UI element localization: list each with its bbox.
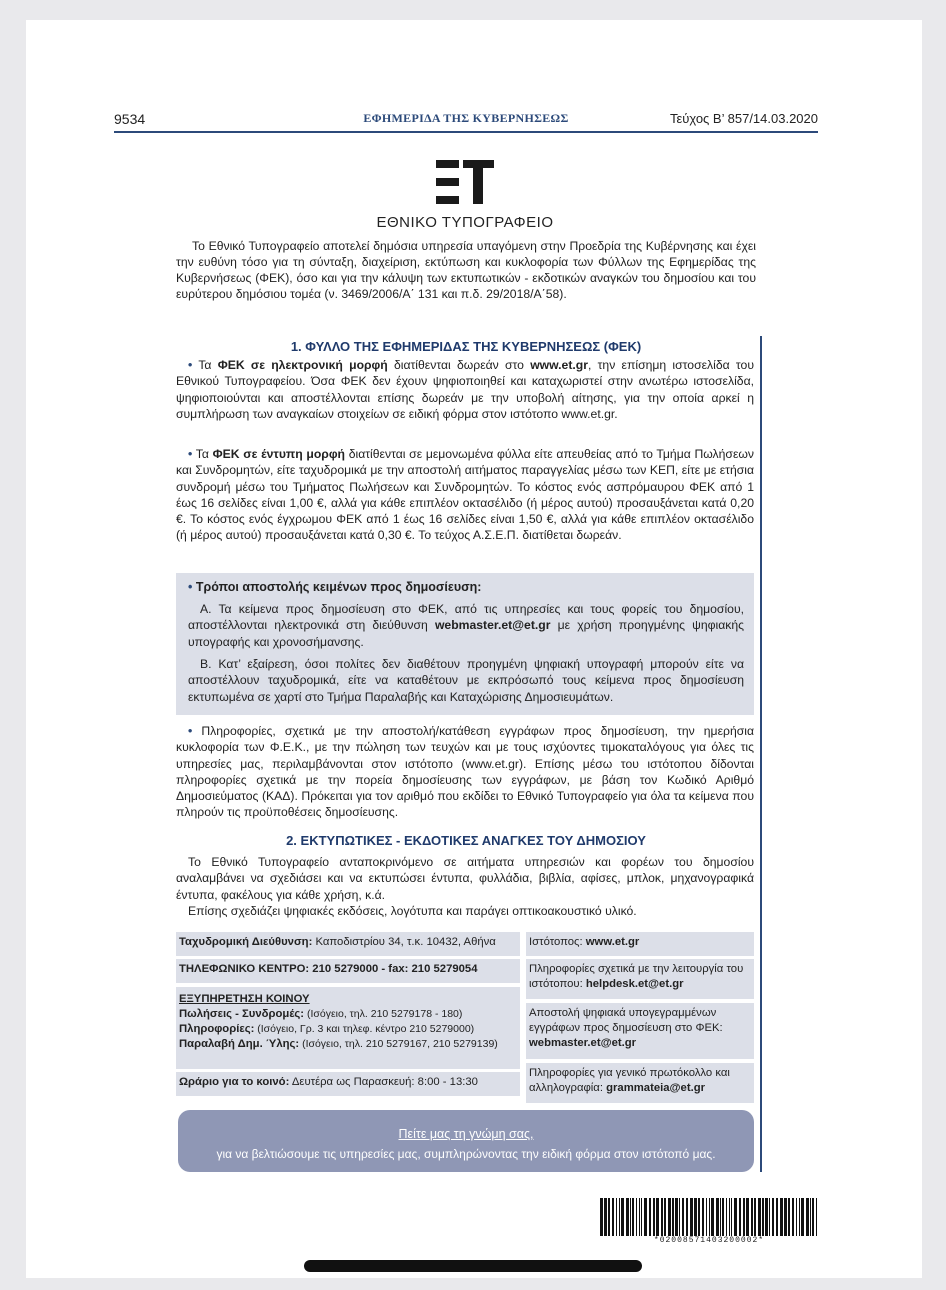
section-1-paragraph-print	[176, 446, 754, 544]
text-bold: ΦΕΚ σε ηλεκτρονική μορφή	[217, 358, 388, 372]
public-service	[176, 987, 520, 1070]
webmaster-email: webmaster.et@et.gr	[434, 618, 551, 633]
bullet-icon: •	[188, 724, 193, 738]
text: Α. Τα κείμενα προς δημοσίευση στο ΦΕΚ, από τις υπηρεσίες και τους φορείς του δημοσίου, αποστέλλονται ηλεκτρονικά στη διεύθυνση	[188, 602, 744, 633]
website-row	[526, 932, 754, 957]
bullet-icon: •	[188, 580, 193, 594]
home-indicator[interactable]	[304, 1260, 642, 1272]
value: (Ισόγειο, τηλ. 210 5279167, 210 5279139)	[299, 1038, 498, 1050]
bullet-icon: •	[188, 447, 193, 461]
feedback-subtitle: για να βελτιώσουμε τις υπηρεσίες μας, συμπληρώνοντας την ειδική φόρμα στον ιστότοπό μας.	[216, 1147, 716, 1161]
public-hours	[176, 1072, 520, 1097]
postal-address	[176, 932, 520, 957]
feedback-banner	[178, 1110, 754, 1172]
website-link: www.et.gr	[530, 358, 588, 372]
bullet-icon: •	[188, 358, 193, 372]
text: , την επίσημη ιστοσελίδα του Εθνικού Τυπογραφείου. Όσα ΦΕΚ δεν έχουν ψηφιοποιηθεί και καταχωριστεί στην ανωτέρω ιστοσελίδα, ψηφιοποιούνται και αποστέλλονται επίσης δωρεάν με την υποβολή αίτησης, για την οποία αρκεί η συμπλήρωση των αναγκαίων στοιχείων σε ειδική φόρμα στον ιστότοπο www.et.gr.	[176, 358, 754, 421]
value: Καποδιστρίου 34, τ.κ. 10432, Αθήνα	[312, 936, 496, 948]
text: διατίθενται σε μεμονωμένα φύλλα είτε απευθείας από το Τμήμα Πωλήσεων και Συνδρομητών, είτε ταχυδρομικά με την αποστολή αιτήματος παραγγελίας μέσω των ΚΕΠ, είτε με ετήσια συνδρομή μέσω του Τμήματος Πωλήσεων και Συνδρομητών. Το κόστος ενός ασπρόμαυρου ΦΕΚ από 1 έως 16 σελίδες είναι 1,00 €, αλλά για κάθε επιπλέον οκτασέλιδο (ή μέρος αυτού) προσαυξάνεται κατά 0,20 €. Το κόστος ενός έγχρωμου ΦΕΚ από 1 έως 16 σελίδες είναι 1,50 €, αλλά για κάθε επιπλέον οκτασέλιδο (ή μέρος αυτού) προσαυξάνεται κατά 0,30 €. Το τεύχος Α.Σ.Ε.Π. διατίθεται δωρεάν.	[176, 447, 754, 543]
text: Τα	[195, 447, 213, 461]
newspaper-name: ΕΦΗΜΕΡΙΔΑ ΤΗΣ ΚΥΒΕΡΝΗΣΕΩΣ	[363, 111, 569, 125]
section-2-paragraph-2: Επίσης σχεδιάζει ψηφιακές εκδόσεις, λογότυπα και παράγει οπτικοακουστικό υλικό.	[188, 903, 637, 918]
submission-option-b: Β. Κατ’ εξαίρεση, όσοι πολίτες δεν διαθέτουν προηγμένη ψηφιακή υπογραφή μπορούν είτε να αποστέλλουν ταχυδρομικά, είτε να καταθέτουν με εκπρόσωπό τους κείμενα προς δημοσίευση εκτυπωμένα σε χαρτί στο Τμήμα Παραλαβής και Καταχώρισης Δημοσιευμάτων.	[188, 657, 744, 704]
label: Ωράριο για το κοινό:	[179, 1076, 290, 1088]
contact-info-right	[526, 932, 754, 1104]
organization-name: ΕΘΝΙΚΟ ΤΥΠΟΓΡΑΦΕΙΟ	[376, 214, 554, 231]
text: με χρήση προηγμένης ψηφιακής υπογραφής και χρονοσήμανσης.	[188, 618, 744, 649]
page-number: 9534	[114, 111, 146, 127]
text: διατίθενται δωρεάν στο	[387, 358, 531, 372]
feedback-link[interactable]: Πείτε μας τη γνώμη σας,	[398, 1127, 534, 1141]
value: (Ισόγειο, τηλ. 210 5279178 - 180)	[304, 1008, 463, 1020]
value: (Ισόγειο, Γρ. 3 και τηλεφ. κέντρο 210 5279000)	[254, 1023, 475, 1035]
value: Δευτέρα ως Παρασκευή: 8:00 - 13:30	[289, 1076, 478, 1088]
section-1-paragraph-info	[176, 723, 754, 821]
issue-info: Τεύχος Β’ 857/14.03.2020	[669, 111, 818, 126]
signed-docs-row	[526, 1003, 754, 1060]
label: Πληροφορίες για γενικό πρωτόκολλο και αλληλογραφία:	[529, 1067, 730, 1094]
section-2-paragraph-1: Το Εθνικό Τυπογραφείο ανταποκρινόμενο σε αιτήματα υπηρεσιών και φορέων του δημοσίου αναλαμβάνει να σχεδιάσει και να εκτυπώσει έντυπα, φυλλάδια, βιβλία, αφίσες, μπλοκ, μηχανογραφικά έντυπα, φακέλους για κάθε χρήση, κ.ά.	[176, 855, 754, 902]
webmaster-email: webmaster.et@et.gr	[529, 1037, 637, 1049]
helpdesk-email: helpdesk.et@et.gr	[585, 978, 684, 990]
intro-paragraph: Το Εθνικό Τυπογραφείο αποτελεί δημόσια υπηρεσία υπαγόμενη στην Προεδρία της Κυβέρνησης και έχει την ευθύνη τόσο για τη σύνταξη, διαχείριση, εκτύπωση και κυκλοφορία των Φύλλων της Εφημερίδας της Κυβερνήσεως (ΦΕΚ), όσο και για την κάλυψη των εκτυπωτικών - εκδοτικών αναγκών του δημοσίου και του ευρύτερου δημόσιου τομέα (ν. 3469/2006/Α΄ 131 και π.δ. 29/2018/Α΄58).	[176, 239, 756, 301]
submission-title	[188, 580, 481, 594]
label: Πληροφορίες:	[179, 1023, 255, 1035]
submission-option-a	[188, 601, 744, 650]
label: Παραλαβή Δημ. Ύλης:	[179, 1038, 300, 1050]
section-1-title: 1. ΦΥΛΛΟ ΤΗΣ ΕΦΗΜΕΡΙΔΑΣ ΤΗΣ ΚΥΒΕΡΝΗΣΕΩΣ (ΦΕΚ)	[290, 339, 642, 354]
helpdesk-row	[526, 959, 754, 1000]
contact-info-left	[176, 932, 520, 1097]
label: Πωλήσεις - Συνδρομές:	[179, 1008, 305, 1020]
section-2-body	[176, 854, 754, 919]
barcode-icon	[598, 1198, 820, 1236]
text: Τρόποι αποστολής κειμένων προς δημοσίευση:	[195, 580, 482, 594]
general-protocol-row	[526, 1063, 754, 1104]
phone-center: ΤΗΛΕΦΩΝΙΚΟ ΚΕΝΤΡΟ: 210 5279000 - fax: 210 5279054	[176, 959, 520, 984]
label: Ιστότοπος:	[529, 936, 586, 948]
public-service-title: ΕΞΥΠΗΡΕΤΗΣΗ ΚΟΙΝΟΥ	[179, 993, 310, 1005]
text-bold: ΦΕΚ σε έντυπη μορφή	[212, 447, 345, 461]
section-1-paragraph-electronic	[176, 357, 754, 422]
text: Τα	[198, 358, 218, 372]
barcode-number: *02008571403200002*	[653, 1236, 765, 1245]
text: Πληροφορίες, σχετικά με την αποστολή/κατάθεση εγγράφων προς δημοσίευση, την ημερήσια κυκλοφορία των Φ.Ε.Κ., με την πώληση των τευχών και με τους ισχύοντες τιμοκαταλόγους για όλες τις υπηρεσίες μας, περιλαμβάνονται στον ιστότοπο (www.et.gr). Επίσης μέσω του ιστότοπου δίδονται πληροφορίες σχετικά με την πορεία δημοσίευσης των εγγράφων, με βάση τον Κωδικό Αριθμό Δημοσιεύματος (ΚΑΔ). Πρόκειται για τον αριθμό που εκδίδει το Εθνικό Τυπογραφείο για όλα τα κείμενα που πληρούν τις προϋποθέσεις δημοσίευσης.	[176, 724, 755, 820]
section-2-title: 2. ΕΚΤΥΠΩΤΙΚΕΣ - ΕΚΔΟΤΙΚΕΣ ΑΝΑΓΚΕΣ ΤΟΥ ΔΗΜΟΣΙΟΥ	[286, 833, 646, 848]
label: Ταχυδρομική Διεύθυνση:	[179, 936, 313, 948]
label: Αποστολή ψηφιακά υπογεγραμμένων εγγράφων προς δημοσίευση στο ΦΕΚ:	[529, 1007, 723, 1034]
et-logo-icon	[436, 160, 494, 204]
website-link: www.et.gr	[585, 936, 640, 948]
page-header	[114, 111, 818, 133]
label: Πληροφορίες σχετικά με την λειτουργία του ιστότοπου:	[529, 963, 744, 990]
grammateia-email: grammateia@et.gr	[606, 1082, 706, 1094]
